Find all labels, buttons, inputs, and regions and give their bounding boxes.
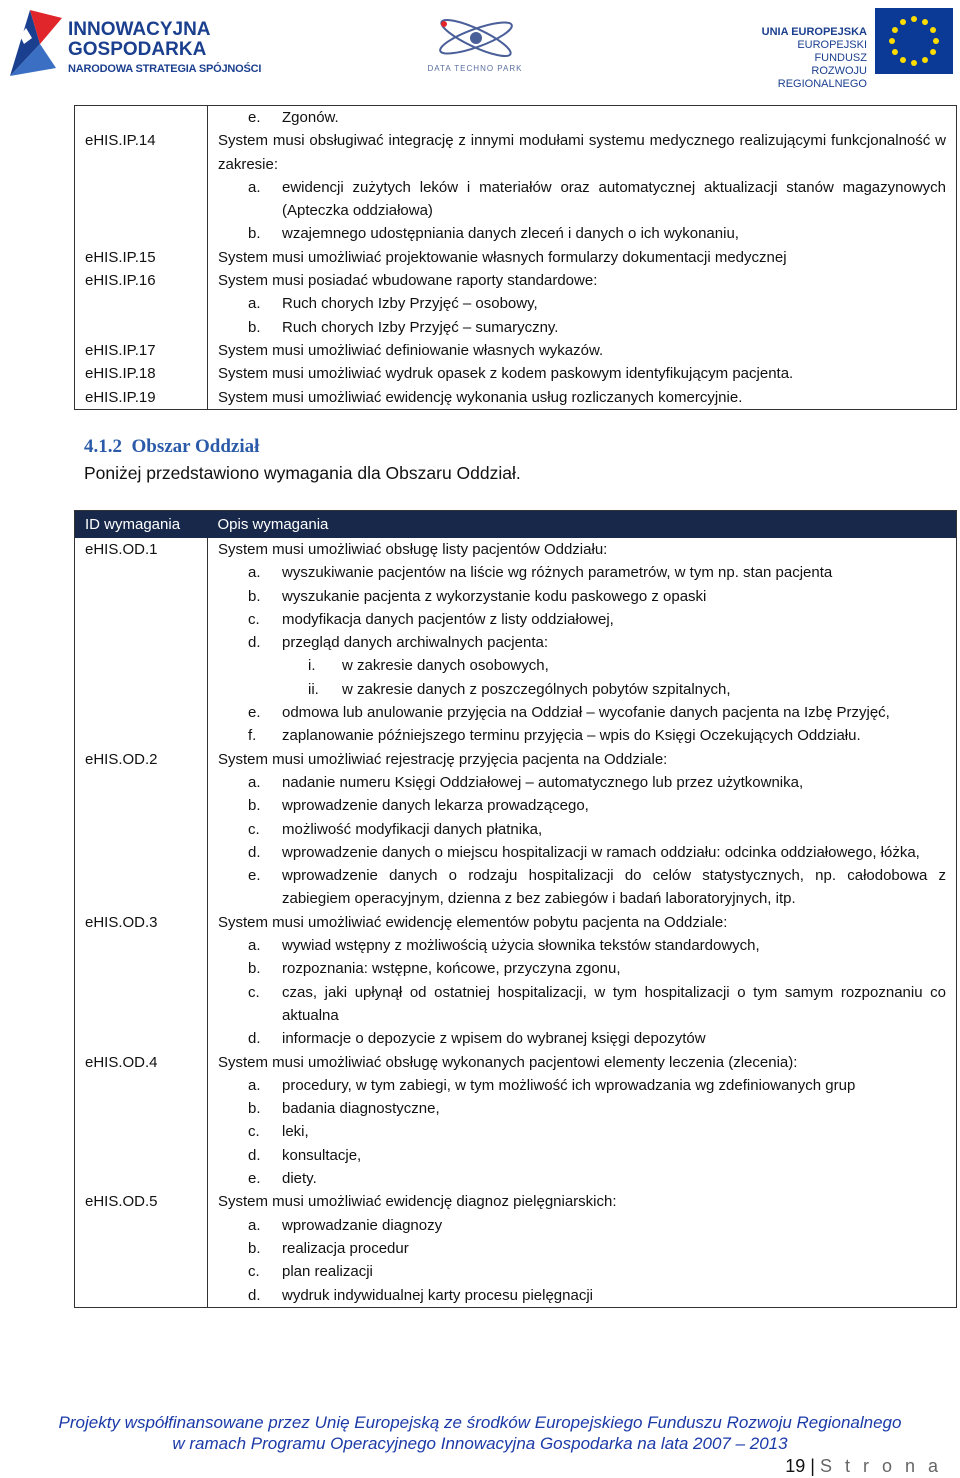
requirement-id: eHIS.OD.5 (75, 1190, 208, 1307)
list-item-text: wprowadzenie danych o rodzaju hospitalizacji do celów statystycznych, np. całodobowa z zabiegiem operacyjnym, dzienna z bez zabiegów i badań laboratoryjnych, itp. (282, 867, 946, 908)
table-row (75, 269, 957, 339)
list-marker: a. (248, 773, 261, 791)
list-item-text: modyfikacja danych pacjentów z listy oddziałowej, (282, 610, 614, 628)
list-item-text: wydruk indywidualnej karty procesu pielęgnacji (282, 1286, 593, 1304)
footer-line2: w ramach Programu Operacyjnego Innowacyjna Gospodarka na lata 2007 – 2013 (172, 1434, 788, 1453)
list-item (218, 841, 946, 864)
page-number-value: 19 (785, 1456, 806, 1476)
list-item (218, 176, 946, 223)
list-item (218, 222, 946, 245)
requirement-text: System musi umożliwiać ewidencję elementów pobytu pacjenta na Oddziale: (218, 913, 728, 931)
list-item-text: wprowadzenie danych lekarza prowadzącego, (282, 797, 589, 815)
data-techno-park-logo-icon (432, 14, 520, 64)
header-id: ID wymagania (75, 511, 208, 539)
requirement-description (208, 1051, 957, 1191)
list-item-text: przegląd danych archiwalnych pacjenta: (282, 634, 548, 652)
requirement-id: eHIS.IP.19 (75, 386, 208, 410)
requirement-text: System musi umożliwiać wydruk opasek z kodem paskowym identyfikującym pacjenta. (218, 365, 794, 383)
list-item-text: plan realizacji (282, 1263, 373, 1281)
requirement-id: eHIS.OD.2 (75, 748, 208, 911)
list-item-text: diety. (282, 1170, 317, 1188)
list-marker: a. (248, 1076, 261, 1094)
logo-right-text (745, 26, 867, 91)
list-marker: d. (248, 1286, 261, 1304)
eu-star-icon (933, 38, 939, 44)
list-item-text: wyszukanie pacjenta z wykorzystanie kodu paskowego z opaski (282, 587, 707, 605)
list-marker: b. (248, 587, 261, 605)
requirement-id: eHIS.OD.3 (75, 911, 208, 1051)
requirement-description (208, 538, 957, 748)
requirement-description (208, 106, 957, 130)
list-item (218, 316, 946, 339)
list-marker: e. (248, 704, 261, 722)
list-item-text: możliwość modyfikacji danych płatnika, (282, 820, 543, 838)
requirement-description (208, 269, 957, 339)
section-title: Obszar Oddział (131, 436, 260, 457)
list-item (218, 771, 946, 794)
list-item (218, 585, 946, 608)
list-marker: d. (248, 1030, 261, 1048)
table-row (75, 911, 957, 1051)
list-marker: a. (248, 564, 261, 582)
eu-star-icon (922, 57, 928, 63)
list-marker: a. (248, 1216, 261, 1234)
eu-star-icon (900, 19, 906, 25)
list-marker: c. (248, 1123, 260, 1141)
list-item-text: realizacja procedur (282, 1239, 409, 1257)
list-marker: e. (248, 109, 261, 126)
list-item (218, 701, 946, 724)
list-marker: d. (248, 843, 261, 861)
list-item (218, 1260, 946, 1283)
list-item (218, 818, 946, 841)
page-label: S t r o n a (819, 1456, 942, 1476)
requirement-id: eHIS.IP.15 (75, 246, 208, 269)
list-item (218, 957, 946, 980)
requirements-table-od (74, 510, 957, 1308)
list-item-text: wywiad wstępny z możliwością użycia słownika tekstów standardowych, (282, 937, 760, 955)
list-item (218, 724, 946, 747)
table-row (75, 339, 957, 362)
list-marker: c. (248, 610, 260, 628)
table-row (75, 362, 957, 385)
section-number: 4.1.2 (84, 436, 122, 457)
list-item (218, 106, 946, 129)
list-item (218, 678, 946, 701)
list-marker: d. (248, 1146, 261, 1164)
section-intro: Poniżej przedstawiono wymagania dla Obszaru Oddział. (84, 463, 521, 483)
requirement-description (208, 748, 957, 911)
list-marker: b. (248, 960, 261, 978)
requirement-description (208, 129, 957, 245)
requirement-id: eHIS.IP.17 (75, 339, 208, 362)
list-item (218, 1214, 946, 1237)
list-item-text: Zgonów. (282, 109, 339, 126)
list-item-text: leki, (282, 1123, 309, 1141)
table-row (75, 129, 957, 245)
list-item (218, 934, 946, 957)
footer-line1: Projekty współfinansowane przez Unię Europejską ze środków Europejskiego Funduszu Rozwoju Regionalnego (58, 1413, 902, 1432)
list-item (218, 608, 946, 631)
requirement-text: System musi umożliwiać ewidencję diagnoz pielęgniarskich: (218, 1193, 617, 1211)
header-desc: Opis wymagania (208, 511, 957, 539)
eu-star-icon (911, 16, 917, 22)
page-number: 19 | S t r o n a (785, 1456, 942, 1476)
requirement-text: System musi umożliwiać obsługę wykonanych pacjentowi elementy leczenia (zlecenia): (218, 1053, 798, 1071)
list-item-text: ewidencji zużytych leków i materiałów oraz automatycznej aktualizacji stanów magazynowych (Apteczka oddziałowa) (282, 178, 946, 220)
table-row (75, 386, 957, 410)
list-item-text: rozpoznania: wstępne, końcowe, przyczyna zgonu, (282, 960, 621, 978)
list-item (218, 1027, 946, 1050)
innowacyjna-gospodarka-logo-icon (6, 6, 64, 80)
requirement-description (208, 911, 957, 1051)
list-marker: d. (248, 634, 261, 652)
list-item-text: wprowadzanie diagnozy (282, 1216, 443, 1234)
logo-left-sub: NARODOWA STRATEGIA SPÓJNOŚCI (68, 63, 262, 75)
list-item (218, 1120, 946, 1143)
list-item (218, 1074, 946, 1097)
requirement-id: eHIS.OD.1 (75, 538, 208, 748)
table-row (75, 106, 957, 130)
list-marker: f. (248, 727, 257, 745)
eu-star-icon (930, 27, 936, 33)
requirement-text: System musi umożliwiać rejestrację przyjęcia pacjenta na Oddziale: (218, 750, 668, 768)
eu-star-icon (911, 60, 917, 66)
list-marker: e. (248, 867, 261, 885)
list-item (218, 1144, 946, 1167)
requirement-description (208, 362, 957, 385)
requirement-id: eHIS.IP.16 (75, 269, 208, 339)
list-marker: c. (248, 820, 260, 838)
list-item (218, 292, 946, 315)
table-row (75, 1051, 957, 1191)
list-item-text: wzajemnego udostępniania danych zleceń i danych o ich wykonaniu, (282, 225, 739, 243)
table-row (75, 1190, 957, 1307)
logo-center-text: DATA TECHNO PARK (427, 64, 523, 73)
logo-left-line1: INNOWACYJNA (68, 19, 211, 40)
list-item-text: konsultacje, (282, 1146, 362, 1164)
list-marker: b. (248, 1100, 261, 1118)
list-marker: ii. (308, 680, 319, 698)
list-marker: b. (248, 1239, 261, 1257)
requirements-table-ip (74, 105, 957, 410)
section-heading (84, 436, 259, 458)
eu-star-icon (892, 27, 898, 33)
list-item (218, 631, 946, 654)
list-item-text: odmowa lub anulowanie przyjęcia na Oddział – wycofanie danych pacjenta na Izbę Przyjęć, (282, 704, 890, 722)
requirement-text: System musi umożliwiać obsługę listy pacjentów Oddziału: (218, 541, 608, 558)
requirement-description (208, 1190, 957, 1307)
requirement-id: eHIS.IP.14 (75, 129, 208, 245)
list-item (218, 654, 946, 677)
list-marker: i. (308, 657, 316, 675)
list-marker: b. (248, 797, 261, 815)
list-marker: b. (248, 225, 261, 243)
eu-star-icon (922, 19, 928, 25)
list-item-text: w zakresie danych osobowych, (342, 657, 549, 675)
list-item (218, 981, 946, 1028)
logo-left-line2: GOSPODARKA (68, 39, 207, 60)
list-marker: b. (248, 318, 261, 336)
list-marker: a. (248, 937, 261, 955)
requirement-id: eHIS.OD.4 (75, 1051, 208, 1191)
table-row (75, 246, 957, 269)
requirement-description (208, 246, 957, 269)
list-item-text: zaplanowanie późniejszego terminu przyjęcia – wpis do Księgi Oczekujących Oddziału. (282, 727, 861, 745)
list-item-text: informacje o depozycie z wpisem do wybranej księgi depozytów (282, 1030, 706, 1048)
list-item-text: wyszukiwanie pacjentów na liście wg różnych parametrów, w tym np. stan pacjenta (282, 564, 833, 582)
requirement-text: System musi umożliwiać projektowanie własnych formularzy dokumentacji medycznej (218, 248, 787, 266)
requirement-description (208, 386, 957, 410)
logo-right-line3: ROZWOJU REGIONALNEGO (777, 65, 867, 90)
list-marker: c. (248, 983, 260, 1001)
eu-flag-icon (875, 8, 953, 74)
page-header (0, 0, 960, 95)
list-item (218, 1167, 946, 1190)
list-marker: c. (248, 1263, 260, 1281)
list-item (218, 864, 946, 911)
list-item-text: Ruch chorych Izby Przyjęć – osobowy, (282, 295, 538, 313)
list-item-text: czas, jaki upłynął od ostatniej hospitalizacji, w tym hospitalizacji o tym samym rozpoznaniu co aktualna (282, 983, 946, 1024)
list-item-text: badania diagnostyczne, (282, 1100, 440, 1118)
eu-star-icon (900, 57, 906, 63)
logo-right-line1: UNIA EUROPEJSKA (761, 26, 867, 38)
footer (0, 1412, 960, 1454)
table-row (75, 748, 957, 911)
logo-right-line2: EUROPEJSKI FUNDUSZ (797, 39, 867, 64)
requirement-id: eHIS.IP.18 (75, 362, 208, 385)
eu-star-icon (892, 49, 898, 55)
list-item-text: w zakresie danych z poszczególnych pobytów szpitalnych, (342, 680, 731, 698)
list-item-text: wprowadzenie danych o miejscu hospitalizacji w ramach oddziału: odcinka oddziałowego, łóżka, (282, 843, 920, 861)
list-item-text: procedury, w tym zabiegi, w tym możliwość ich wprowadzania wg zdefiniowanych grup (282, 1076, 856, 1094)
table-header-row (75, 511, 957, 539)
requirement-text: System musi umożliwiać definiowanie własnych wykazów. (218, 341, 604, 359)
list-item (218, 794, 946, 817)
eu-star-icon (930, 49, 936, 55)
list-marker: a. (248, 295, 261, 313)
requirement-text: System musi obsługiwać integrację z innymi modułami systemu medycznego realizującymi funkcjonalność w zakresie: (218, 132, 946, 173)
requirement-id (75, 106, 208, 130)
requirement-text: System musi posiadać wbudowane raporty standardowe: (218, 272, 598, 290)
list-marker: a. (248, 178, 261, 196)
table-row (75, 538, 957, 748)
requirement-description (208, 339, 957, 362)
eu-star-icon (889, 38, 895, 44)
requirement-text: System musi umożliwiać ewidencję wykonania usług rozliczanych komercyjnie. (218, 388, 743, 406)
list-item-text: nadanie numeru Księgi Oddziałowej – automatycznego lub przez użytkownika, (282, 773, 804, 791)
list-item (218, 1097, 946, 1120)
list-item (218, 1237, 946, 1260)
list-item (218, 1284, 946, 1307)
list-item (218, 561, 946, 584)
list-item-text: Ruch chorych Izby Przyjęć – sumaryczny. (282, 318, 559, 336)
list-marker: e. (248, 1170, 261, 1188)
